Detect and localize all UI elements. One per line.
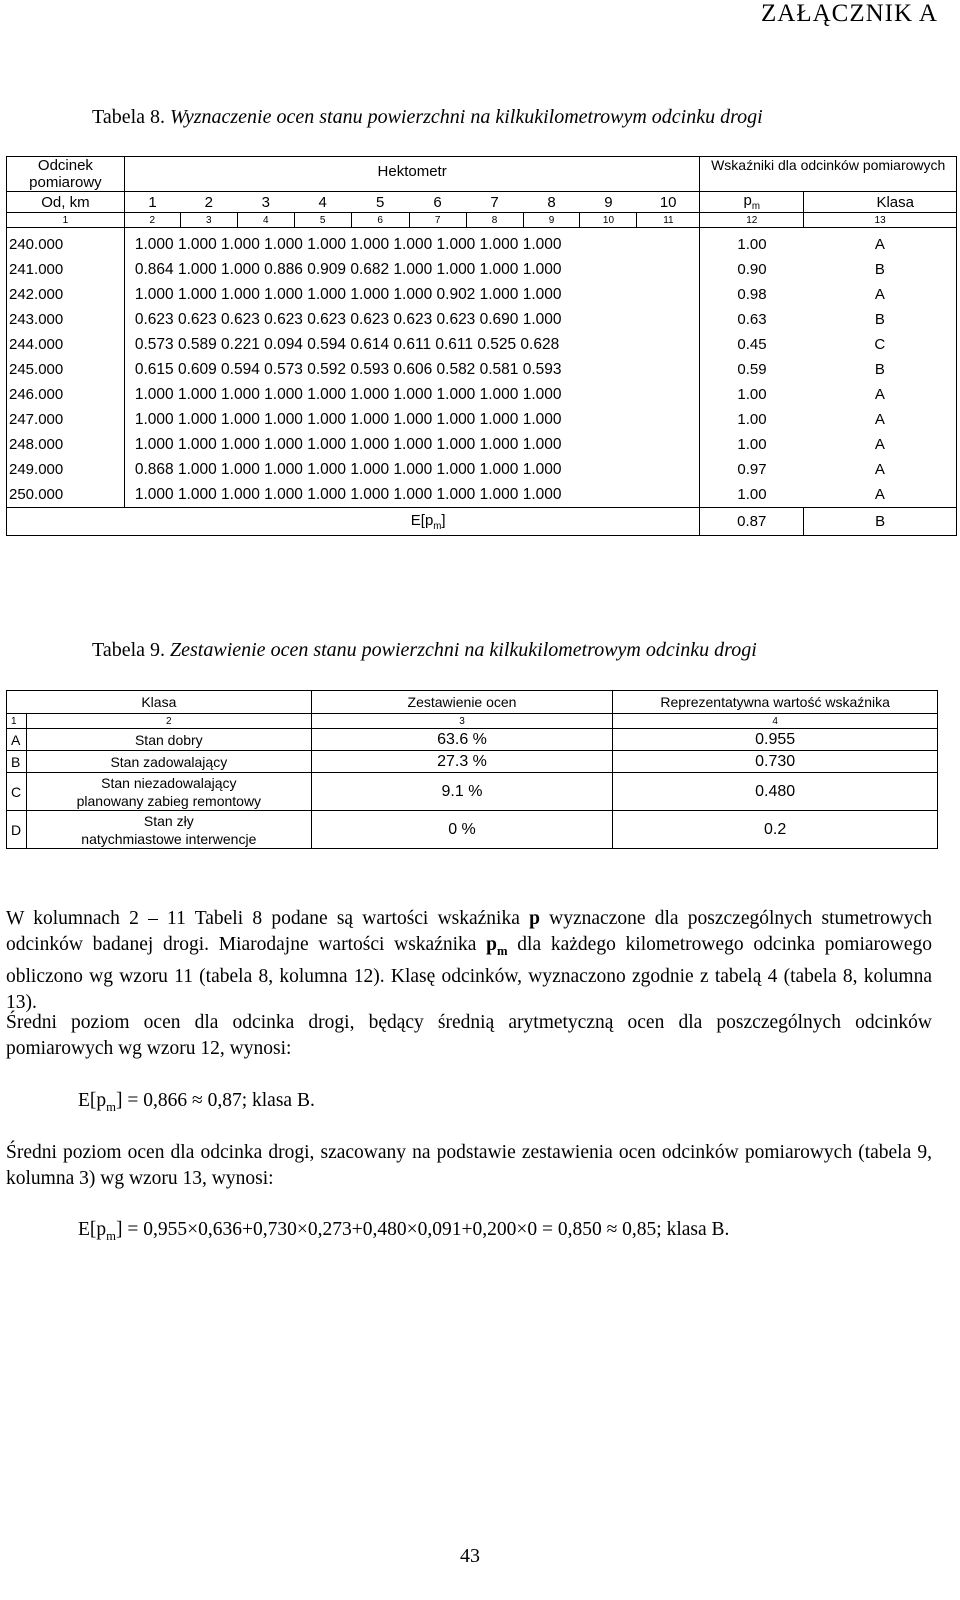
table8-row bbox=[7, 432, 957, 457]
hek-4: 4 bbox=[294, 192, 351, 213]
header-reprezentatywna: Reprezentatywna wartość wskaźnika bbox=[613, 691, 938, 714]
row-values: 0.573 0.589 0.221 0.094 0.594 0.614 0.611 0.611 0.525 0.628 bbox=[124, 332, 700, 357]
row-opis: Stan niezadowalający planowany zabieg remontowy bbox=[26, 773, 311, 811]
colnum: 7 bbox=[409, 213, 466, 228]
table9-number-row bbox=[7, 714, 938, 729]
table8-number-row bbox=[7, 213, 957, 228]
page-number: 43 bbox=[460, 1545, 480, 1567]
header-hektometr: Hektometr bbox=[124, 157, 700, 192]
row-klasa: B bbox=[804, 307, 957, 332]
colnum: 11 bbox=[637, 213, 700, 228]
table8-row bbox=[7, 457, 957, 482]
paragraph-1: W kolumnach 2 – 11 Tabeli 8 podane są wartości wskaźnika p wyznaczone dla poszczególnych stumetrowych odcinków badanej drogi. Miarodajne wartości wskaźnika $p_m$ dla każdego kilometrowego odcinka pomiarowego obliczono wg wzoru 11 (tabela 8, kolumna 12). Klasę odcinków, wyznaczono zgodnie z tabelą 4 (tabela 8, kolumna 13). bbox=[6, 908, 932, 1013]
header-klasa: Klasa bbox=[804, 192, 957, 213]
table8-row bbox=[7, 257, 957, 282]
row-pm: 1.00 bbox=[737, 411, 767, 428]
row-pm: 0.98 bbox=[737, 286, 767, 303]
hek-5: 5 bbox=[351, 192, 409, 213]
table9 bbox=[6, 690, 938, 849]
table9-row bbox=[7, 811, 938, 849]
row-klasa: A bbox=[804, 432, 957, 457]
row-procent: 9.1 % bbox=[311, 773, 613, 811]
row-klasa: C bbox=[804, 332, 957, 357]
row-klasa: A bbox=[804, 457, 957, 482]
colnum: 3 bbox=[180, 213, 237, 228]
row-km: 249.000 bbox=[7, 457, 125, 482]
colnum: 2 bbox=[26, 714, 311, 729]
colnum: 6 bbox=[351, 213, 409, 228]
row-km: 247.000 bbox=[7, 407, 125, 432]
row-values: 1.000 1.000 1.000 1.000 1.000 1.000 1.000 1.000 1.000 1.000 bbox=[124, 482, 700, 508]
hek-9: 9 bbox=[580, 192, 637, 213]
row-wartosc: 0.2 bbox=[613, 811, 938, 849]
row-pm: 0.97 bbox=[737, 461, 767, 478]
appendix-header: ZAŁĄCZNIK A bbox=[761, 0, 938, 27]
row-klasa: B bbox=[804, 357, 957, 382]
table9-row bbox=[7, 729, 938, 751]
row-procent: 63.6 % bbox=[311, 729, 613, 751]
row-pm: 1.00 bbox=[737, 386, 767, 403]
colnum: 3 bbox=[311, 714, 613, 729]
footer-klasa: B bbox=[804, 508, 957, 536]
row-wartosc: 0.730 bbox=[613, 751, 938, 773]
row-klasa: A bbox=[804, 282, 957, 307]
colnum: 4 bbox=[613, 714, 938, 729]
row-klasa: A bbox=[7, 729, 27, 751]
header-odcinek: Odcinek pomiarowy bbox=[7, 157, 125, 192]
colnum: 1 bbox=[7, 213, 125, 228]
table9-header-row bbox=[7, 691, 938, 714]
footer-pm: 0.87 bbox=[700, 508, 804, 536]
row-pm: 1.00 bbox=[737, 486, 767, 503]
equation-1: $E[p_m] = 0,866 \approx 0,87$; klasa B. bbox=[78, 1090, 315, 1114]
row-km: 240.000 bbox=[7, 228, 125, 258]
row-klasa: B bbox=[7, 751, 27, 773]
row-pm: 0.59 bbox=[737, 361, 767, 378]
row-values: 0.615 0.609 0.594 0.573 0.592 0.593 0.606 0.582 0.581 0.593 bbox=[124, 357, 700, 382]
hek-1: 1 bbox=[124, 192, 180, 213]
row-pm: 1.00 bbox=[737, 436, 767, 453]
row-km: 246.000 bbox=[7, 382, 125, 407]
table9-row bbox=[7, 773, 938, 811]
row-km: 248.000 bbox=[7, 432, 125, 457]
row-values: 1.000 1.000 1.000 1.000 1.000 1.000 1.000 1.000 1.000 1.000 bbox=[124, 382, 700, 407]
row-pm: 0.45 bbox=[737, 336, 767, 353]
table8-row bbox=[7, 332, 957, 357]
row-km: 241.000 bbox=[7, 257, 125, 282]
row-values: 1.000 1.000 1.000 1.000 1.000 1.000 1.000 1.000 1.000 1.000 bbox=[124, 407, 700, 432]
row-pm: 0.63 bbox=[737, 311, 767, 328]
hek-10: 10 bbox=[637, 192, 700, 213]
colnum: 1 bbox=[7, 714, 27, 729]
row-values: 0.623 0.623 0.623 0.623 0.623 0.623 0.623 0.623 0.690 1.000 bbox=[124, 307, 700, 332]
header-klasa9: Klasa bbox=[7, 691, 312, 714]
row-km: 243.000 bbox=[7, 307, 125, 332]
row-opis: Stan zły natychmiastowe interwencje bbox=[26, 811, 311, 849]
header-wskazniki: Wskaźniki dla odcinków pomiarowych bbox=[700, 157, 957, 192]
row-procent: 27.3 % bbox=[311, 751, 613, 773]
row-km: 242.000 bbox=[7, 282, 125, 307]
hek-8: 8 bbox=[523, 192, 580, 213]
row-values: 1.000 1.000 1.000 1.000 1.000 1.000 1.000 1.000 1.000 1.000 bbox=[124, 432, 700, 457]
row-values: 1.000 1.000 1.000 1.000 1.000 1.000 1.000 1.000 1.000 1.000 bbox=[124, 228, 700, 258]
row-pm: 1.00 bbox=[737, 236, 767, 253]
colnum: 9 bbox=[523, 213, 580, 228]
hek-7: 7 bbox=[466, 192, 523, 213]
footer-label: $E[p_m]$ bbox=[7, 508, 700, 536]
colnum: 13 bbox=[804, 213, 957, 228]
colnum: 2 bbox=[124, 213, 180, 228]
header-odkm: Od, km bbox=[7, 192, 125, 213]
table8-row bbox=[7, 382, 957, 407]
row-pm: 0.90 bbox=[737, 261, 767, 278]
row-wartosc: 0.480 bbox=[613, 773, 938, 811]
row-km: 245.000 bbox=[7, 357, 125, 382]
table8-caption-label: Tabela 8. bbox=[92, 106, 166, 128]
paragraph-3: Średni poziom ocen dla odcinka drogi, szacowany na podstawie zestawienia ocen odcinków pomiarowych (tabela 9, kolumna 3) wg wzoru 13, wynosi: bbox=[6, 1142, 932, 1189]
header-zestawienie: Zestawienie ocen bbox=[311, 691, 613, 714]
row-klasa: D bbox=[7, 811, 27, 849]
colnum: 12 bbox=[700, 213, 804, 228]
table8-row bbox=[7, 482, 957, 508]
table8-row bbox=[7, 357, 957, 382]
table8-caption bbox=[92, 104, 872, 130]
row-klasa: A bbox=[804, 482, 957, 508]
row-values: 0.864 1.000 1.000 0.886 0.909 0.682 1.000 1.000 1.000 1.000 bbox=[124, 257, 700, 282]
row-wartosc: 0.955 bbox=[613, 729, 938, 751]
table8-row bbox=[7, 282, 957, 307]
table9-row bbox=[7, 751, 938, 773]
row-km: 244.000 bbox=[7, 332, 125, 357]
row-procent: 0 % bbox=[311, 811, 613, 849]
row-klasa: B bbox=[804, 257, 957, 282]
row-values: 0.868 1.000 1.000 1.000 1.000 1.000 1.000 1.000 1.000 1.000 bbox=[124, 457, 700, 482]
table8-row bbox=[7, 228, 957, 258]
header-pm: $p_m$ bbox=[700, 192, 804, 213]
table8-row bbox=[7, 407, 957, 432]
colnum: 5 bbox=[294, 213, 351, 228]
table9-caption-label: Tabela 9. bbox=[92, 639, 166, 661]
table9-caption-title: Zestawienie ocen stanu powierzchni na kilkukilometrowym odcinku drogi bbox=[170, 639, 757, 661]
table8-row bbox=[7, 307, 957, 332]
colnum: 4 bbox=[237, 213, 294, 228]
row-klasa: A bbox=[804, 407, 957, 432]
row-opis: Stan zadowalający bbox=[26, 751, 311, 773]
hek-3: 3 bbox=[237, 192, 294, 213]
equation-2: $E[p_m] = 0,955\times 0,636+0,730\times 0,273+0,480\times 0,091+0,200\times 0 = 0,850 \approx 0,85$; klasa B. bbox=[78, 1219, 730, 1243]
paragraph-2: Średni poziom ocen dla odcinka drogi, będący średnią arytmetyczną ocen dla poszczególnych odcinków pomiarowych wg wzoru 12, wynosi: bbox=[6, 1012, 932, 1059]
row-km: 250.000 bbox=[7, 482, 125, 508]
table9-caption bbox=[92, 637, 872, 663]
table8 bbox=[6, 156, 957, 536]
row-klasa: A bbox=[804, 228, 957, 258]
row-klasa: C bbox=[7, 773, 27, 811]
row-values: 1.000 1.000 1.000 1.000 1.000 1.000 1.000 0.902 1.000 1.000 bbox=[124, 282, 700, 307]
colnum: 10 bbox=[580, 213, 637, 228]
table8-header-row bbox=[7, 192, 957, 213]
colnum: 8 bbox=[466, 213, 523, 228]
row-opis: Stan dobry bbox=[26, 729, 311, 751]
table8-caption-title: Wyznaczenie ocen stanu powierzchni na kilkukilometrowym odcinku drogi bbox=[170, 106, 763, 128]
table8-footer-row bbox=[7, 508, 957, 536]
hek-6: 6 bbox=[409, 192, 466, 213]
hek-2: 2 bbox=[180, 192, 237, 213]
row-klasa: A bbox=[804, 382, 957, 407]
